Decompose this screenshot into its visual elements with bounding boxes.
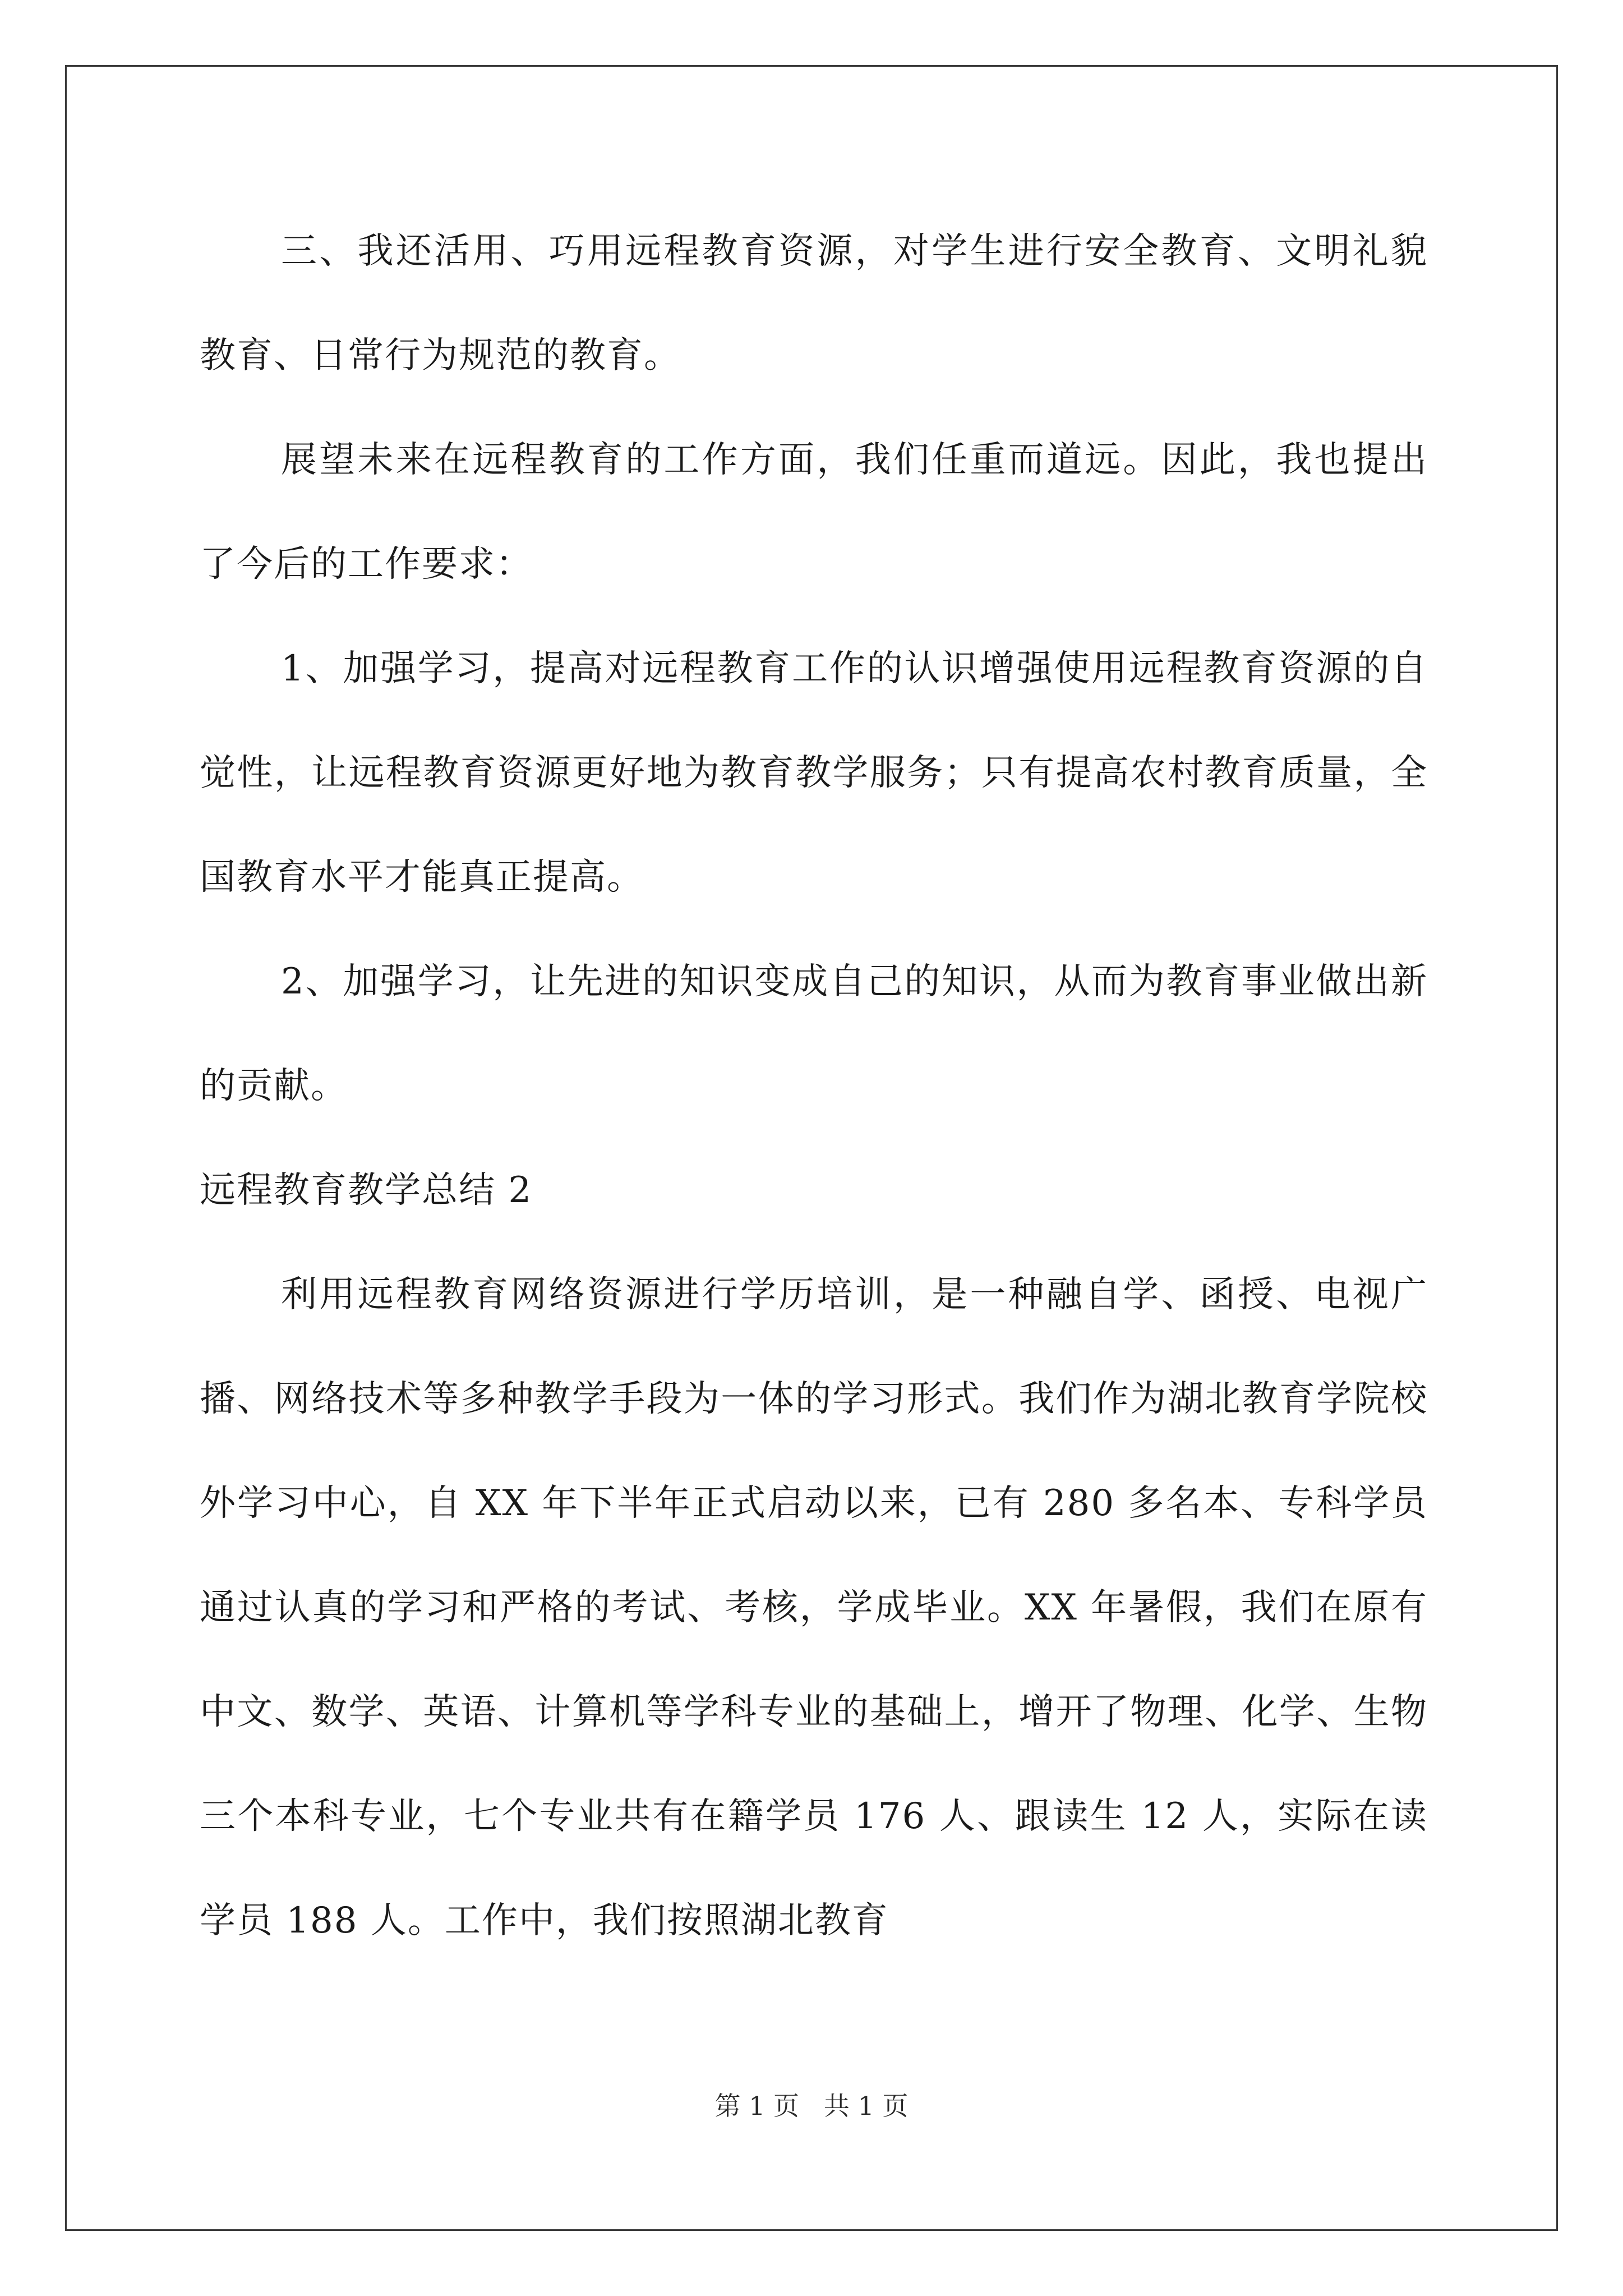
paragraph-requirement-2: 2、加强学习，让先进的知识变成自己的知识，从而为教育事业做出新的贡献。 (200, 961, 1428, 1107)
section-heading: 远程教育教学总结 2 (200, 1170, 533, 1211)
paragraph-training-overview: 利用远程教育网络资源进行学历培训，是一种融自学、函授、电视广播、网络技术等多种教学手段为一体的学习形式。我们作为湖北教育学院校外学习中心，自 XX 年下半年正式启动以来，已有 280 多名本、专科学员通过认真的学习和严格的考试、考核，学成毕业。XX 年暑假，我们在原有中文、数学、英语、计算机等学科专业的基础上，增开了物理、化学、生物三个本科专业，七个专业共有在籍学员 176 人、跟读生 12 人，实际在读学员 188 人。工作中，我们按照湖北教育 (200, 1274, 1428, 1941)
paragraph-requirement-1: 1、加强学习，提高对远程教育工作的认识增强使用远程教育资源的自觉性，让远程教育资源更好地为教育教学服务；只有提高农村教育质量，全国教育水平才能真正提高。 (200, 648, 1428, 898)
document-body (200, 199, 1428, 1973)
page-footer (0, 2089, 1623, 2123)
paragraph-safety-education: 三、我还活用、巧用远程教育资源，对学生进行安全教育、文明礼貌教育、日常行为规范的教育。 (200, 231, 1428, 376)
page-number-info: 第 1 页 共 1 页 (714, 2091, 909, 2121)
paragraph-future-outlook: 展望未来在远程教育的工作方面，我们任重而道远。因此，我也提出了今后的工作要求： (200, 439, 1428, 585)
